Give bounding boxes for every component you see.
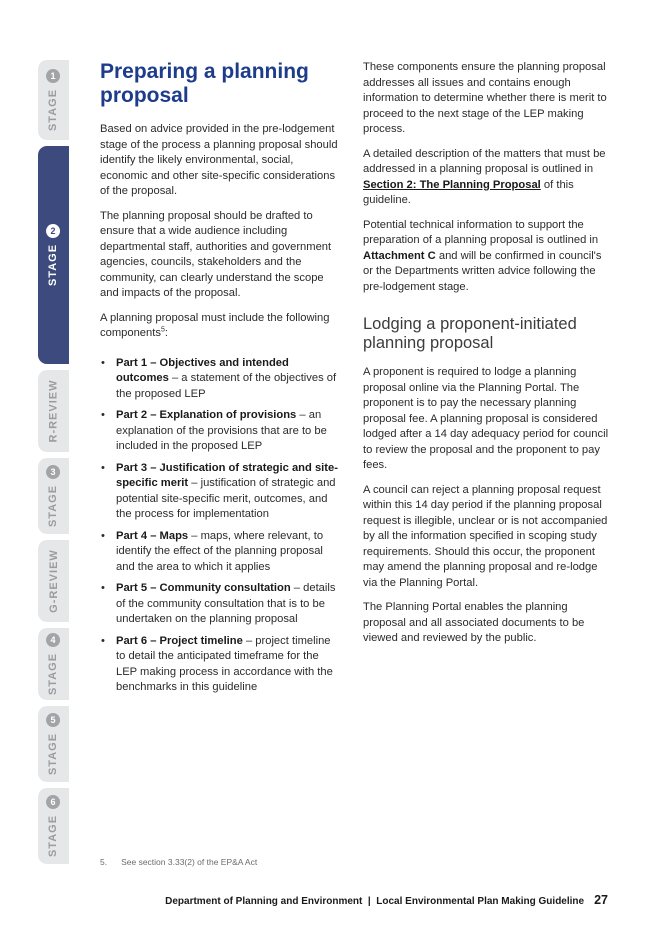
list-item: • Part 4 – Maps – maps, where relevant, to identify the effect of the planning proposal and the area to which it applies	[100, 529, 342, 576]
section-2-link[interactable]: Section 2: The Planning Proposal	[363, 178, 541, 191]
footnote-ref[interactable]: 5	[160, 326, 165, 334]
technical-info-paragraph: Potential technical information to support the preparation of a planning proposal is outlined in Attachment C and will be confirmed in council's or the Departments written advice following the pre-lodgement stage.	[363, 218, 602, 293]
list-item: • Part 6 – Project timeline – project timeline to detail the anticipated timeframe for the LEP making process in accordance with the benchmarks in this guideline	[100, 634, 342, 696]
audience-paragraph: The planning proposal should be drafted to ensure that a wide audience including departmental staff, authorities and government agencies, councils, stakeholders and the community, can clearly understand the scope and impacts of the proposal.	[100, 209, 332, 299]
stage-number-badge: 1	[47, 69, 61, 83]
stage-number-badge: 5	[47, 713, 61, 727]
footnote	[100, 857, 257, 867]
side-tab-stage-2[interactable]	[38, 146, 69, 364]
side-tab-g-review[interactable]	[38, 540, 69, 622]
components-purpose-paragraph: These components ensure the planning proposal addresses all issues and contains enough information to determine whether there is merit to proceed to the next stage of the LEP making process.	[363, 61, 607, 135]
list-item: • Part 2 – Explanation of provisions – an explanation of the provisions that are to be included in the proposed LEP	[100, 408, 342, 455]
page-footer	[165, 893, 608, 907]
left-column	[100, 60, 342, 702]
stage-number-badge: 6	[47, 795, 61, 809]
right-column	[363, 60, 611, 656]
components-intro: A planning proposal must include the following components$^5$:	[100, 311, 330, 339]
side-tab-stage-4[interactable]	[38, 628, 69, 700]
side-tab-stage-6[interactable]	[38, 788, 69, 864]
footer-text: Department of Planning and Environment | Local Environmental Plan Making Guideline	[165, 896, 585, 907]
description-paragraph: A detailed description of the matters that must be addressed in a planning proposal is outlined in Section 2: The Planning Proposal of this guideline.	[363, 147, 606, 206]
side-tab-label: STAGE	[47, 88, 60, 132]
footnote-number: 5.	[100, 857, 108, 867]
list-item: • Part 1 – Objectives and intended outcomes – a statement of the objectives of the proposed LEP	[100, 356, 342, 403]
side-tab-stage-5[interactable]	[38, 706, 69, 782]
footnote-text: See section 3.33(2) of the EP&A Act	[121, 857, 258, 867]
side-tab-label: R-REVIEW	[47, 379, 60, 443]
page-title: Preparing a planning proposal	[100, 60, 309, 107]
section-heading: Lodging a proponent-initiated planning proposal	[363, 315, 577, 352]
stage-number-badge: 3	[47, 465, 61, 479]
components-list	[100, 356, 342, 696]
portal-paragraph: The Planning Portal enables the planning proposal and all associated documents to be viewed and reviewed by the public.	[363, 601, 585, 644]
stage-number-badge: 2	[47, 224, 61, 238]
stage-number-badge: 4	[47, 633, 61, 647]
lodging-paragraph: A proponent is required to lodge a planning proposal online via the Planning Portal. The proponent is to pay the necessary planning proposal fee. A planning proposal is considered lodged after a 14 day adequacy period for council to review the proposal and the proponent to pay fees.	[363, 366, 609, 471]
list-item: • Part 5 – Community consultation – details of the community consultation that is to be undertaken on the planning proposal	[100, 581, 342, 628]
intro-paragraph: Based on advice provided in the pre-lodgement stage of the process a planning proposal should identify the likely environmental, social, economic and other site-specific considerations of the proposal.	[100, 123, 338, 197]
side-tab-r-review[interactable]	[38, 370, 69, 452]
list-item: • Part 3 – Justification of strategic and site-specific merit – justification of strategic and potential site-specific merit, outcomes, and the process for implementation	[100, 461, 342, 523]
side-tab-stage-1[interactable]	[38, 60, 69, 140]
rejection-paragraph: A council can reject a planning proposal request within this 14 day period if the planning proposal request is illegible, unclear or is not accompanied by all the information specified in scoping study requirements. Should this occur, the proponent may amend the planning proposal and re-lodge via the Planning Portal.	[363, 483, 608, 589]
side-tab-label: STAGE	[47, 243, 60, 287]
side-tab-label: STAGE	[47, 732, 60, 776]
side-tab-label: STAGE	[47, 652, 60, 696]
side-tab-stage-3[interactable]	[38, 458, 69, 534]
side-tab-label: G-REVIEW	[47, 549, 60, 613]
side-tab-label: STAGE	[47, 814, 60, 858]
side-tab-label: STAGE	[47, 484, 60, 528]
attachment-c-ref: Attachment C	[363, 249, 436, 262]
page-number: 27	[594, 893, 608, 907]
